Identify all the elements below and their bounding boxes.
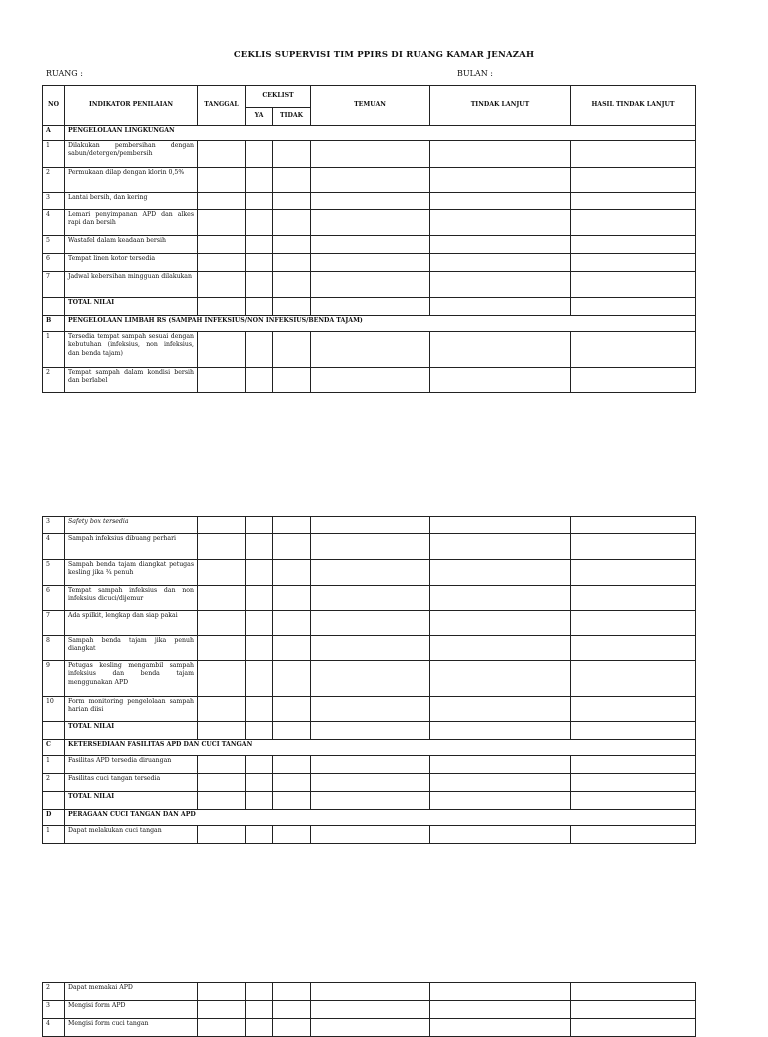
row-indikator: Dapat memakai APD bbox=[65, 983, 198, 1001]
row-no: 8 bbox=[43, 636, 65, 661]
cell-tindak-lanjut[interactable] bbox=[430, 272, 571, 298]
table-row bbox=[43, 697, 696, 722]
cell-tanggal[interactable] bbox=[198, 697, 246, 722]
cell-hasil[interactable] bbox=[571, 756, 696, 774]
cell-ya[interactable] bbox=[246, 661, 273, 697]
cell-tidak[interactable] bbox=[273, 1001, 311, 1019]
cell-tanggal[interactable] bbox=[198, 792, 246, 810]
table-row bbox=[43, 756, 696, 774]
row-indikator: Tempat linen kotor tersedia bbox=[65, 254, 198, 272]
row-indikator: Tempat sampah dalam kondisi bersih dan berlabel bbox=[65, 368, 198, 393]
cell-ya[interactable] bbox=[246, 272, 273, 298]
cell-tanggal[interactable] bbox=[198, 983, 246, 1001]
cell-ya[interactable] bbox=[246, 298, 273, 316]
cell-ya[interactable] bbox=[246, 254, 273, 272]
cell-tidak[interactable] bbox=[273, 636, 311, 661]
table-row bbox=[43, 517, 696, 534]
col-header-ceklist: CEKLIST bbox=[246, 86, 311, 108]
table-row bbox=[43, 254, 696, 272]
table-row bbox=[43, 368, 696, 393]
cell-ya[interactable] bbox=[246, 168, 273, 193]
cell-tanggal[interactable] bbox=[198, 774, 246, 792]
cell-tindak-lanjut[interactable] bbox=[430, 141, 571, 168]
cell-tindak-lanjut[interactable] bbox=[430, 168, 571, 193]
row-indikator: Mengisi form APD bbox=[65, 1001, 198, 1019]
row-indikator: Petugas kesling mengambil sampah infeksius dan benda tajam menggunakan APD bbox=[65, 661, 198, 697]
row-indikator: Form monitoring pengelolaan sampah harian diisi bbox=[65, 697, 198, 722]
cell-hasil[interactable] bbox=[571, 774, 696, 792]
cell-temuan[interactable] bbox=[311, 168, 430, 193]
cell-tindak-lanjut[interactable] bbox=[430, 210, 571, 236]
cell-tidak[interactable] bbox=[273, 254, 311, 272]
cell-temuan[interactable] bbox=[311, 1001, 430, 1019]
total-label: TOTAL NILAI bbox=[65, 298, 198, 316]
cell-tidak[interactable] bbox=[273, 586, 311, 611]
total-row bbox=[43, 722, 696, 740]
cell-temuan[interactable] bbox=[311, 826, 430, 844]
cell-tidak[interactable] bbox=[273, 141, 311, 168]
cell-hasil[interactable] bbox=[571, 636, 696, 661]
cell-tanggal[interactable] bbox=[198, 193, 246, 210]
table-row bbox=[43, 210, 696, 236]
table-row bbox=[43, 332, 696, 368]
cell-hasil[interactable] bbox=[571, 586, 696, 611]
row-no: 1 bbox=[43, 141, 65, 168]
table-row bbox=[43, 983, 696, 1001]
cell-tanggal[interactable] bbox=[198, 560, 246, 586]
cell-ya[interactable] bbox=[246, 141, 273, 168]
cell-tanggal[interactable] bbox=[198, 272, 246, 298]
section-title: PENGELOLAAN LIMBAH RS (SAMPAH INFEKSIUS/NON INFEKSIUS/BENDA TAJAM) bbox=[65, 316, 696, 332]
cell-tindak-lanjut[interactable] bbox=[430, 1001, 571, 1019]
row-no: 4 bbox=[43, 534, 65, 560]
cell-tindak-lanjut[interactable] bbox=[430, 517, 571, 534]
cell-temuan[interactable] bbox=[311, 611, 430, 636]
cell-hasil[interactable] bbox=[571, 826, 696, 844]
section-code: B bbox=[43, 316, 65, 332]
cell-hasil[interactable] bbox=[571, 611, 696, 636]
cell-ya[interactable] bbox=[246, 826, 273, 844]
cell-hasil[interactable] bbox=[571, 298, 696, 316]
cell-tidak[interactable] bbox=[273, 272, 311, 298]
row-indikator: Wastafel dalam keadaan bersih bbox=[65, 236, 198, 254]
col-header-ya: YA bbox=[246, 108, 273, 126]
cell-hasil[interactable] bbox=[571, 697, 696, 722]
cell-temuan[interactable] bbox=[311, 193, 430, 210]
cell-tanggal[interactable] bbox=[198, 236, 246, 254]
cell-tanggal[interactable] bbox=[198, 586, 246, 611]
ruang-label: RUANG : bbox=[46, 69, 83, 78]
cell-tanggal[interactable] bbox=[198, 826, 246, 844]
cell-tidak[interactable] bbox=[273, 210, 311, 236]
table-row bbox=[43, 826, 696, 844]
row-no: 1 bbox=[43, 332, 65, 368]
cell-tindak-lanjut[interactable] bbox=[430, 983, 571, 1001]
cell-tanggal[interactable] bbox=[198, 661, 246, 697]
cell-tindak-lanjut[interactable] bbox=[430, 1019, 571, 1037]
cell-ya[interactable] bbox=[246, 792, 273, 810]
cell-tindak-lanjut[interactable] bbox=[430, 560, 571, 586]
row-no: 7 bbox=[43, 272, 65, 298]
cell-tidak[interactable] bbox=[273, 1019, 311, 1037]
cell-ya[interactable] bbox=[246, 560, 273, 586]
cell-tindak-lanjut[interactable] bbox=[430, 586, 571, 611]
row-no: 5 bbox=[43, 560, 65, 586]
cell-tidak[interactable] bbox=[273, 168, 311, 193]
cell-ya[interactable] bbox=[246, 236, 273, 254]
row-indikator: Sampah benda tajam jika penuh diangkat bbox=[65, 636, 198, 661]
row-no: 3 bbox=[43, 1001, 65, 1019]
cell-hasil[interactable] bbox=[571, 368, 696, 393]
cell-ya[interactable] bbox=[246, 756, 273, 774]
cell-temuan[interactable] bbox=[311, 722, 430, 740]
cell-tanggal[interactable] bbox=[198, 210, 246, 236]
cell-tidak[interactable] bbox=[273, 983, 311, 1001]
cell-hasil[interactable] bbox=[571, 722, 696, 740]
table-row bbox=[43, 661, 696, 697]
row-no: 1 bbox=[43, 826, 65, 844]
section-code: C bbox=[43, 740, 65, 756]
row-no: 4 bbox=[43, 1019, 65, 1037]
row-no: 6 bbox=[43, 586, 65, 611]
cell-tanggal[interactable] bbox=[198, 254, 246, 272]
cell-temuan[interactable] bbox=[311, 586, 430, 611]
cell-tanggal[interactable] bbox=[198, 534, 246, 560]
document-title: CEKLIS SUPERVISI TIM PPIRS DI RUANG KAMAR JENAZAH bbox=[233, 50, 535, 60]
cell-hasil[interactable] bbox=[571, 272, 696, 298]
cell-tindak-lanjut[interactable] bbox=[430, 236, 571, 254]
cell-hasil[interactable] bbox=[571, 517, 696, 534]
table-row bbox=[43, 636, 696, 661]
cell-tidak[interactable] bbox=[273, 332, 311, 368]
table-row bbox=[43, 272, 696, 298]
cell-tidak[interactable] bbox=[273, 236, 311, 254]
row-no: 2 bbox=[43, 774, 65, 792]
cell-temuan[interactable] bbox=[311, 272, 430, 298]
cell-temuan[interactable] bbox=[311, 141, 430, 168]
cell-hasil[interactable] bbox=[571, 534, 696, 560]
cell-temuan[interactable] bbox=[311, 368, 430, 393]
row-no: 5 bbox=[43, 236, 65, 254]
row-indikator: Sampah infeksius dibuang perhari bbox=[65, 534, 198, 560]
cell-tanggal[interactable] bbox=[198, 756, 246, 774]
cell-ya[interactable] bbox=[246, 517, 273, 534]
cell-temuan[interactable] bbox=[311, 774, 430, 792]
cell-temuan[interactable] bbox=[311, 560, 430, 586]
cell-tanggal[interactable] bbox=[198, 1001, 246, 1019]
cell-tidak[interactable] bbox=[273, 368, 311, 393]
row-no: 10 bbox=[43, 697, 65, 722]
cell-temuan[interactable] bbox=[311, 792, 430, 810]
cell-temuan[interactable] bbox=[311, 332, 430, 368]
cell-tidak[interactable] bbox=[273, 774, 311, 792]
cell-tanggal[interactable] bbox=[198, 722, 246, 740]
cell-hasil[interactable] bbox=[571, 792, 696, 810]
row-indikator: Permukaan dilap dengan klorin 0,5% bbox=[65, 168, 198, 193]
cell-tidak[interactable] bbox=[273, 298, 311, 316]
cell-tindak-lanjut[interactable] bbox=[430, 774, 571, 792]
cell-ya[interactable] bbox=[246, 611, 273, 636]
row-indikator: Sampah benda tajam diangkat petugas kesling jika ¾ penuh bbox=[65, 560, 198, 586]
bulan-label: BULAN : bbox=[457, 69, 493, 78]
row-indikator: Dilakukan pembersihan dengan sabun/detergen/pembersih bbox=[65, 141, 198, 168]
cell-tanggal[interactable] bbox=[198, 611, 246, 636]
row-indikator: Lemari penyimpanan APD dan alkes rapi dan bersih bbox=[65, 210, 198, 236]
cell-tindak-lanjut[interactable] bbox=[430, 792, 571, 810]
cell-hasil[interactable] bbox=[571, 661, 696, 697]
col-header-temuan: TEMUAN bbox=[311, 86, 430, 126]
col-header-tanggal: TANGGAL bbox=[198, 86, 246, 126]
cell-tidak[interactable] bbox=[273, 756, 311, 774]
table-row bbox=[43, 586, 696, 611]
section-title: PERAGAAN CUCI TANGAN DAN APD bbox=[65, 810, 696, 826]
cell-tidak[interactable] bbox=[273, 722, 311, 740]
row-indikator: Ada spilkit, lengkap dan siap pakai bbox=[65, 611, 198, 636]
row-no: 9 bbox=[43, 661, 65, 697]
cell-ya[interactable] bbox=[246, 722, 273, 740]
table-row bbox=[43, 560, 696, 586]
row-no: 2 bbox=[43, 168, 65, 193]
cell-temuan[interactable] bbox=[311, 661, 430, 697]
cell-ya[interactable] bbox=[246, 332, 273, 368]
total-row bbox=[43, 298, 696, 316]
cell-tindak-lanjut[interactable] bbox=[430, 826, 571, 844]
cell-tanggal[interactable] bbox=[198, 298, 246, 316]
table-row bbox=[43, 534, 696, 560]
cell-hasil[interactable] bbox=[571, 168, 696, 193]
cell-ya[interactable] bbox=[246, 1019, 273, 1037]
cell-tindak-lanjut[interactable] bbox=[430, 636, 571, 661]
cell-temuan[interactable] bbox=[311, 756, 430, 774]
cell-ya[interactable] bbox=[246, 534, 273, 560]
total-row bbox=[43, 792, 696, 810]
table-row bbox=[43, 141, 696, 168]
section-title: KETERSEDIAAN FASILITAS APD DAN CUCI TANGAN bbox=[65, 740, 696, 756]
cell-tidak[interactable] bbox=[273, 517, 311, 534]
cell-temuan[interactable] bbox=[311, 534, 430, 560]
col-header-tindak-lanjut: TINDAK LANJUT bbox=[430, 86, 571, 126]
row-indikator: Fasilitas APD tersedia diruangan bbox=[65, 756, 198, 774]
table-row bbox=[43, 193, 696, 210]
cell-tindak-lanjut[interactable] bbox=[430, 254, 571, 272]
cell-tidak[interactable] bbox=[273, 792, 311, 810]
row-indikator: Dapat melakukan cuci tangan bbox=[65, 826, 198, 844]
col-header-tidak: TIDAK bbox=[273, 108, 311, 126]
cell-ya[interactable] bbox=[246, 774, 273, 792]
cell-hasil[interactable] bbox=[571, 236, 696, 254]
row-no: 2 bbox=[43, 983, 65, 1001]
table-row bbox=[43, 168, 696, 193]
row-indikator: Safety box tersedia bbox=[65, 517, 198, 534]
cell-temuan[interactable] bbox=[311, 298, 430, 316]
cell-ya[interactable] bbox=[246, 697, 273, 722]
cell-tindak-lanjut[interactable] bbox=[430, 697, 571, 722]
cell-tindak-lanjut[interactable] bbox=[430, 661, 571, 697]
cell-ya[interactable] bbox=[246, 636, 273, 661]
cell-tindak-lanjut[interactable] bbox=[430, 332, 571, 368]
row-indikator: Tersedia tempat sampah sesuai dengan kebutuhan (infeksius, non infeksius, dan benda tajam) bbox=[65, 332, 198, 368]
cell-tanggal[interactable] bbox=[198, 141, 246, 168]
cell-hasil[interactable] bbox=[571, 1001, 696, 1019]
cell-tindak-lanjut[interactable] bbox=[430, 722, 571, 740]
cell-tidak[interactable] bbox=[273, 560, 311, 586]
cell-tidak[interactable] bbox=[273, 534, 311, 560]
row-indikator: Lantai bersih, dan kering bbox=[65, 193, 198, 210]
row-indikator: Tempat sampah infeksius dan non infeksius dicuci/dijemur bbox=[65, 586, 198, 611]
cell-tanggal[interactable] bbox=[198, 368, 246, 393]
cell-tanggal[interactable] bbox=[198, 168, 246, 193]
total-label: TOTAL NILAI bbox=[65, 722, 198, 740]
cell-tanggal[interactable] bbox=[198, 517, 246, 534]
cell-tidak[interactable] bbox=[273, 611, 311, 636]
row-indikator: Mengisi form cuci tangan bbox=[65, 1019, 198, 1037]
cell-ya[interactable] bbox=[246, 210, 273, 236]
cell-temuan[interactable] bbox=[311, 210, 430, 236]
cell-hasil[interactable] bbox=[571, 254, 696, 272]
cell-ya[interactable] bbox=[246, 1001, 273, 1019]
cell-hasil[interactable] bbox=[571, 141, 696, 168]
cell-temuan[interactable] bbox=[311, 1019, 430, 1037]
table-row bbox=[43, 774, 696, 792]
checklist-table-part-3 bbox=[42, 982, 696, 1037]
row-no: 7 bbox=[43, 611, 65, 636]
col-header-no: NO bbox=[43, 86, 65, 126]
cell-tindak-lanjut[interactable] bbox=[430, 756, 571, 774]
cell-temuan[interactable] bbox=[311, 697, 430, 722]
cell-hasil[interactable] bbox=[571, 210, 696, 236]
col-header-hasil: HASIL TINDAK LANJUT bbox=[571, 86, 696, 126]
section-code: D bbox=[43, 810, 65, 826]
row-no: 4 bbox=[43, 210, 65, 236]
cell-ya[interactable] bbox=[246, 193, 273, 210]
cell-tanggal[interactable] bbox=[198, 636, 246, 661]
checklist-table-part-1 bbox=[42, 85, 696, 393]
total-label: TOTAL NILAI bbox=[65, 792, 198, 810]
cell-tidak[interactable] bbox=[273, 826, 311, 844]
cell-temuan[interactable] bbox=[311, 983, 430, 1001]
cell-tanggal[interactable] bbox=[198, 1019, 246, 1037]
table-row bbox=[43, 236, 696, 254]
row-no: 3 bbox=[43, 517, 65, 534]
cell-hasil[interactable] bbox=[571, 193, 696, 210]
cell-tindak-lanjut[interactable] bbox=[430, 368, 571, 393]
section-title: PENGELOLAAN LINGKUNGAN bbox=[65, 126, 696, 141]
cell-ya[interactable] bbox=[246, 368, 273, 393]
cell-ya[interactable] bbox=[246, 586, 273, 611]
cell-ya[interactable] bbox=[246, 983, 273, 1001]
row-no: 6 bbox=[43, 254, 65, 272]
cell-tindak-lanjut[interactable] bbox=[430, 534, 571, 560]
section-code: A bbox=[43, 126, 65, 141]
row-no: 1 bbox=[43, 756, 65, 774]
table-row bbox=[43, 1001, 696, 1019]
cell-tindak-lanjut[interactable] bbox=[430, 298, 571, 316]
cell-temuan[interactable] bbox=[311, 517, 430, 534]
cell-temuan[interactable] bbox=[311, 236, 430, 254]
cell-tindak-lanjut[interactable] bbox=[430, 611, 571, 636]
row-no: 2 bbox=[43, 368, 65, 393]
cell-temuan[interactable] bbox=[311, 254, 430, 272]
cell-tindak-lanjut[interactable] bbox=[430, 193, 571, 210]
cell-temuan[interactable] bbox=[311, 636, 430, 661]
cell-hasil[interactable] bbox=[571, 983, 696, 1001]
cell-tidak[interactable] bbox=[273, 661, 311, 697]
table-row bbox=[43, 1019, 696, 1037]
table-row bbox=[43, 611, 696, 636]
cell-hasil[interactable] bbox=[571, 560, 696, 586]
cell-tidak[interactable] bbox=[273, 697, 311, 722]
col-header-indikator: INDIKATOR PENILAIAN bbox=[65, 86, 198, 126]
row-indikator: Jadwal kebersihan mingguan dilakukan bbox=[65, 272, 198, 298]
row-no: 3 bbox=[43, 193, 65, 210]
row-indikator: Fasilitas cuci tangan tersedia bbox=[65, 774, 198, 792]
checklist-table-part-2 bbox=[42, 516, 696, 844]
cell-hasil[interactable] bbox=[571, 332, 696, 368]
cell-tanggal[interactable] bbox=[198, 332, 246, 368]
cell-hasil[interactable] bbox=[571, 1019, 696, 1037]
cell-tidak[interactable] bbox=[273, 193, 311, 210]
